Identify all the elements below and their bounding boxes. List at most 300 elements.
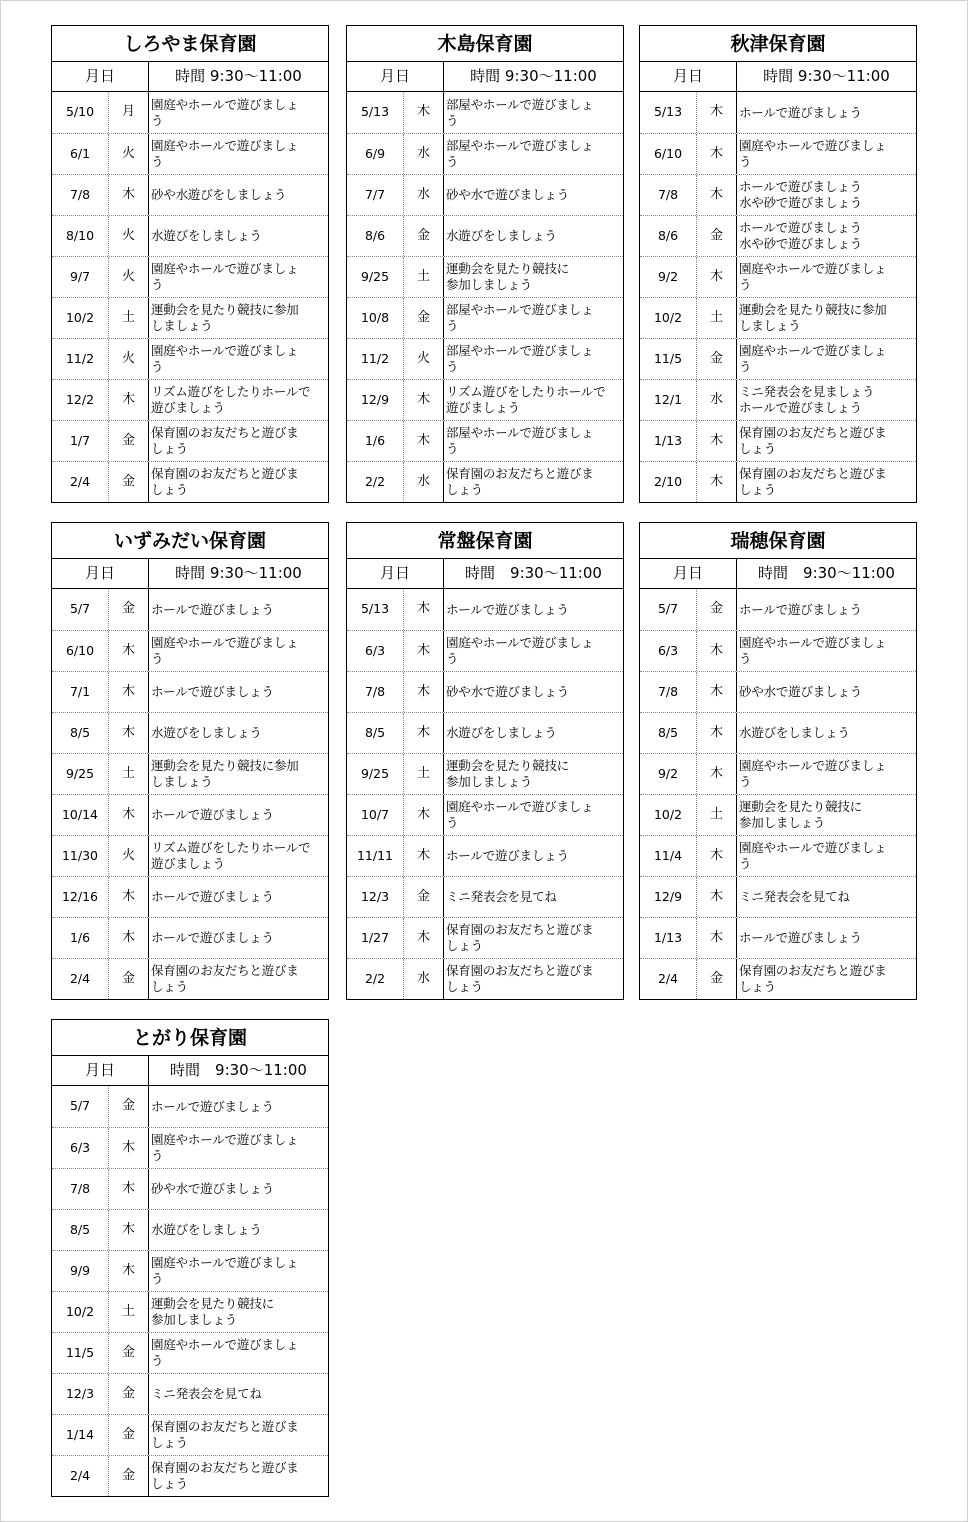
weekday-cell: 土 — [697, 298, 737, 338]
weekday-cell: 金 — [697, 589, 737, 630]
nursery-title: とがり保育園 — [52, 1020, 328, 1056]
table-row — [640, 256, 916, 297]
table-row — [52, 794, 328, 835]
date-cell: 8/5 — [52, 713, 109, 753]
activity-cell: 園庭やホールで遊びましょ う — [739, 758, 887, 789]
activity-cell: 水遊びをしましょう — [151, 228, 262, 243]
activity-cell: 運動会を見たり競技に 参加しましょう — [446, 261, 570, 292]
date-cell: 2/2 — [347, 462, 404, 502]
table-row — [52, 1332, 328, 1373]
table-row — [347, 297, 623, 338]
weekday-cell: 木 — [109, 918, 149, 958]
activity-cell: ホールで遊びましょう — [739, 104, 862, 120]
weekday-cell: 土 — [109, 754, 149, 794]
table-row — [52, 1209, 328, 1250]
weekday-cell: 金 — [109, 1456, 149, 1496]
table-row — [347, 92, 623, 133]
weekday-cell: 木 — [404, 795, 444, 835]
date-cell: 6/3 — [640, 631, 697, 671]
date-cell: 8/5 — [640, 713, 697, 753]
nursery-title: 常盤保育園 — [347, 523, 623, 559]
activity-cell: 保育園のお友だちと遊びま しょう — [739, 963, 887, 994]
activity-cell: 保育園のお友だちと遊びま しょう — [151, 1419, 299, 1450]
table-row — [347, 338, 623, 379]
activity-cell: 運動会を見たり競技に 参加しましょう — [151, 1296, 275, 1327]
activity-cell: ホールで遊びましょう — [739, 930, 862, 945]
header-date: 月日 — [640, 62, 737, 91]
activity-cell: ホールで遊びましょう — [151, 601, 274, 617]
header-time: 時間 9:30～11:00 — [470, 67, 597, 85]
activity-cell: 部屋やホールで遊びましょ う — [446, 425, 594, 456]
weekday-cell: 木 — [404, 421, 444, 461]
table-header — [52, 559, 328, 589]
table-row — [640, 917, 916, 958]
weekday-cell: 金 — [404, 298, 444, 338]
date-cell: 12/3 — [52, 1374, 109, 1414]
table-body — [347, 589, 623, 999]
table-row — [347, 835, 623, 876]
weekday-cell: 火 — [109, 836, 149, 876]
activity-cell: 園庭やホールで遊びましょ う — [151, 261, 299, 292]
weekday-cell: 木 — [404, 672, 444, 712]
weekday-cell: 金 — [697, 339, 737, 379]
weekday-cell: 木 — [404, 836, 444, 876]
weekday-cell: 木 — [697, 631, 737, 671]
table-row — [640, 92, 916, 133]
table-body — [640, 589, 916, 999]
table-row — [640, 958, 916, 999]
table-row — [640, 671, 916, 712]
table-row — [347, 215, 623, 256]
table-row — [52, 835, 328, 876]
date-cell: 6/10 — [52, 631, 109, 671]
date-cell: 6/9 — [347, 134, 404, 174]
date-cell: 11/2 — [52, 339, 109, 379]
weekday-cell: 木 — [404, 92, 444, 133]
weekday-cell: 木 — [109, 713, 149, 753]
weekday-cell: 木 — [109, 380, 149, 420]
activity-cell: 砂や水遊びをしましょう — [151, 187, 287, 202]
table-row — [640, 794, 916, 835]
weekday-cell: 土 — [697, 795, 737, 835]
weekday-cell: 木 — [109, 1251, 149, 1291]
weekday-cell: 木 — [109, 631, 149, 671]
weekday-cell: 木 — [697, 134, 737, 174]
weekday-cell: 金 — [109, 1086, 149, 1127]
weekday-cell: 土 — [109, 1292, 149, 1332]
date-cell: 11/11 — [347, 836, 404, 876]
activity-cell: 運動会を見たり競技に参加 しましょう — [151, 302, 299, 333]
weekday-cell: 火 — [109, 134, 149, 174]
date-cell: 9/7 — [52, 257, 109, 297]
nursery-table-kijima — [346, 25, 624, 503]
date-cell: 1/13 — [640, 421, 697, 461]
weekday-cell: 水 — [697, 380, 737, 420]
date-cell: 1/6 — [52, 918, 109, 958]
weekday-cell: 木 — [404, 380, 444, 420]
date-cell: 9/25 — [347, 754, 404, 794]
weekday-cell: 金 — [697, 959, 737, 999]
table-row — [347, 589, 623, 630]
table-row — [52, 589, 328, 630]
header-time: 時間 9:30～11:00 — [175, 564, 302, 582]
table-row — [52, 1127, 328, 1168]
nursery-title: しろやま保育園 — [52, 26, 328, 62]
table-row — [52, 1086, 328, 1127]
table-row — [52, 174, 328, 215]
date-cell: 5/13 — [347, 92, 404, 133]
table-header — [52, 1056, 328, 1086]
weekday-cell: 金 — [109, 421, 149, 461]
date-cell: 9/25 — [347, 257, 404, 297]
table-row — [52, 1373, 328, 1414]
weekday-cell: 木 — [697, 836, 737, 876]
table-row — [52, 1250, 328, 1291]
table-row — [640, 589, 916, 630]
date-cell: 12/9 — [347, 380, 404, 420]
header-date: 月日 — [52, 62, 149, 91]
nursery-title: 秋津保育園 — [640, 26, 916, 62]
activity-cell: ミニ発表会を見ましょう ホールで遊びましょう — [739, 384, 875, 415]
activity-cell: 砂や水で遊びましょう — [446, 187, 570, 202]
activity-cell: リズム遊びをしたりホールで 遊びましょう — [446, 384, 606, 415]
date-cell: 6/3 — [52, 1128, 109, 1168]
date-cell: 10/2 — [52, 298, 109, 338]
weekday-cell: 木 — [697, 877, 737, 917]
activity-cell: ホールで遊びましょう 水や砂で遊びましょう — [739, 220, 863, 251]
activity-cell: 部屋やホールで遊びましょ う — [446, 138, 594, 169]
date-cell: 9/2 — [640, 257, 697, 297]
table-row — [640, 712, 916, 753]
date-cell: 7/8 — [52, 175, 109, 215]
table-body — [52, 92, 328, 502]
activity-cell: 水遊びをしましょう — [446, 725, 557, 740]
activity-cell: ホールで遊びましょう — [151, 684, 274, 699]
date-cell: 6/3 — [347, 631, 404, 671]
table-row — [640, 379, 916, 420]
weekday-cell: 木 — [109, 1169, 149, 1209]
weekday-cell: 金 — [404, 216, 444, 256]
table-row — [52, 630, 328, 671]
date-cell: 8/6 — [347, 216, 404, 256]
date-cell: 5/13 — [640, 92, 697, 133]
weekday-cell: 金 — [109, 1374, 149, 1414]
header-date: 月日 — [52, 1056, 149, 1085]
weekday-cell: 金 — [109, 959, 149, 999]
nursery-table-izumidai — [51, 522, 329, 1000]
date-cell: 9/9 — [52, 1251, 109, 1291]
activity-cell: リズム遊びをしたりホールで 遊びましょう — [151, 384, 311, 415]
table-row — [347, 712, 623, 753]
weekday-cell: 木 — [697, 713, 737, 753]
activity-cell: 園庭やホールで遊びましょ う — [151, 1337, 299, 1368]
header-date: 月日 — [52, 559, 149, 588]
table-row — [52, 876, 328, 917]
table-row — [347, 133, 623, 174]
date-cell: 2/4 — [52, 959, 109, 999]
activity-cell: 保育園のお友だちと遊びま しょう — [446, 466, 594, 497]
table-header — [640, 62, 916, 92]
activity-cell: 園庭やホールで遊びましょ う — [151, 96, 299, 128]
activity-cell: 運動会を見たり競技に参加 しましょう — [739, 302, 887, 333]
header-date: 月日 — [347, 62, 444, 91]
table-row — [52, 92, 328, 133]
activity-cell: 水遊びをしましょう — [446, 228, 557, 243]
table-body — [347, 92, 623, 502]
nursery-table-tokiwa — [346, 522, 624, 1000]
table-header — [52, 62, 328, 92]
date-cell: 11/2 — [347, 339, 404, 379]
weekday-cell: 木 — [697, 672, 737, 712]
activity-cell: 運動会を見たり競技に 参加しましょう — [446, 758, 570, 789]
activity-cell: リズム遊びをしたりホールで 遊びましょう — [151, 840, 311, 871]
weekday-cell: 木 — [697, 918, 737, 958]
activity-cell: 保育園のお友だちと遊びま しょう — [446, 963, 594, 994]
activity-cell: 園庭やホールで遊びましょ う — [151, 1132, 299, 1163]
weekday-cell: 火 — [109, 216, 149, 256]
activity-cell: 砂や水で遊びましょう — [151, 1181, 275, 1196]
weekday-cell: 木 — [109, 672, 149, 712]
activity-cell: ホールで遊びましょう 水や砂で遊びましょう — [739, 179, 863, 210]
activity-cell: 園庭やホールで遊びましょ う — [151, 138, 299, 169]
activity-cell: 保育園のお友だちと遊びま しょう — [151, 425, 299, 456]
table-row — [640, 835, 916, 876]
header-date: 月日 — [347, 559, 444, 588]
date-cell: 5/7 — [52, 589, 109, 630]
date-cell: 11/30 — [52, 836, 109, 876]
date-cell: 2/2 — [347, 959, 404, 999]
date-cell: 2/4 — [52, 1456, 109, 1496]
activity-cell: 園庭やホールで遊びましょ う — [151, 635, 299, 666]
table-row — [52, 753, 328, 794]
date-cell: 1/27 — [347, 918, 404, 958]
date-cell: 7/8 — [640, 672, 697, 712]
table-row — [640, 630, 916, 671]
table-body — [52, 589, 328, 999]
table-row — [640, 133, 916, 174]
activity-cell: 保育園のお友だちと遊びま しょう — [151, 1460, 299, 1491]
weekday-cell: 木 — [404, 918, 444, 958]
date-cell: 11/5 — [52, 1333, 109, 1373]
table-row — [347, 461, 623, 502]
date-cell: 9/2 — [640, 754, 697, 794]
weekday-cell: 木 — [404, 631, 444, 671]
activity-cell: 部屋やホールで遊びましょ う — [446, 96, 594, 128]
table-row — [52, 917, 328, 958]
date-cell: 11/4 — [640, 836, 697, 876]
weekday-cell: 木 — [697, 462, 737, 502]
table-row — [640, 174, 916, 215]
date-cell: 12/9 — [640, 877, 697, 917]
date-cell: 12/3 — [347, 877, 404, 917]
activity-cell: 園庭やホールで遊びましょ う — [151, 1255, 299, 1286]
date-cell: 2/4 — [52, 462, 109, 502]
activity-cell: ミニ発表会を見てね — [446, 889, 557, 904]
activity-cell: ホールで遊びましょう — [151, 807, 274, 822]
date-cell: 10/14 — [52, 795, 109, 835]
date-cell: 8/10 — [52, 216, 109, 256]
weekday-cell: 土 — [404, 257, 444, 297]
weekday-cell: 月 — [109, 92, 149, 133]
weekday-cell: 金 — [109, 1333, 149, 1373]
date-cell: 8/5 — [347, 713, 404, 753]
activity-cell: 園庭やホールで遊びましょ う — [739, 138, 887, 169]
date-cell: 5/7 — [52, 1086, 109, 1127]
table-row — [640, 876, 916, 917]
weekday-cell: 金 — [109, 462, 149, 502]
activity-cell: 園庭やホールで遊びましょ う — [739, 840, 887, 871]
nursery-title: 瑞穂保育園 — [640, 523, 916, 559]
table-row — [347, 256, 623, 297]
weekday-cell: 火 — [109, 339, 149, 379]
activity-cell: 水遊びをしましょう — [151, 725, 262, 740]
activity-cell: 保育園のお友だちと遊びま しょう — [739, 425, 887, 456]
table-body — [640, 92, 916, 502]
weekday-cell: 火 — [109, 257, 149, 297]
activity-cell: 園庭やホールで遊びましょ う — [739, 343, 887, 374]
activity-cell: ホールで遊びましょう — [151, 1098, 274, 1114]
activity-cell: 砂や水で遊びましょう — [446, 684, 570, 699]
activity-cell: 保育園のお友だちと遊びま しょう — [446, 922, 594, 953]
date-cell: 7/7 — [347, 175, 404, 215]
weekday-cell: 木 — [109, 795, 149, 835]
table-row — [640, 338, 916, 379]
date-cell: 5/13 — [347, 589, 404, 630]
date-cell: 10/2 — [640, 795, 697, 835]
nursery-table-togari — [51, 1019, 329, 1497]
table-row — [347, 753, 623, 794]
date-cell: 6/10 — [640, 134, 697, 174]
date-cell: 10/8 — [347, 298, 404, 338]
weekday-cell: 金 — [404, 877, 444, 917]
activity-cell: 運動会を見たり競技に参加 しましょう — [151, 758, 299, 789]
weekday-cell: 木 — [697, 754, 737, 794]
weekday-cell: 水 — [404, 134, 444, 174]
header-time: 時間 9:30～11:00 — [175, 67, 302, 85]
table-row — [347, 630, 623, 671]
table-row — [52, 461, 328, 502]
activity-cell: 園庭やホールで遊びましょ う — [446, 635, 594, 666]
date-cell: 10/2 — [52, 1292, 109, 1332]
table-header — [347, 62, 623, 92]
weekday-cell: 木 — [109, 1128, 149, 1168]
table-row — [347, 917, 623, 958]
activity-cell: 水遊びをしましょう — [739, 725, 850, 740]
table-row — [52, 671, 328, 712]
weekday-cell: 木 — [109, 877, 149, 917]
header-time: 時間 9:30～11:00 — [763, 67, 890, 85]
table-row — [52, 379, 328, 420]
table-row — [52, 1168, 328, 1209]
weekday-cell: 木 — [697, 92, 737, 133]
date-cell: 12/16 — [52, 877, 109, 917]
table-row — [52, 1291, 328, 1332]
table-row — [347, 876, 623, 917]
activity-cell: ホールで遊びましょう — [446, 848, 569, 863]
table-row — [52, 958, 328, 999]
table-row — [640, 753, 916, 794]
nursery-table-akitsu — [639, 25, 917, 503]
table-header — [347, 559, 623, 589]
date-cell: 1/14 — [52, 1415, 109, 1455]
weekday-cell: 木 — [697, 421, 737, 461]
table-row — [52, 297, 328, 338]
date-cell: 1/7 — [52, 421, 109, 461]
activity-cell: 保育園のお友だちと遊びま しょう — [151, 466, 299, 497]
nursery-table-mizuho — [639, 522, 917, 1000]
table-row — [52, 133, 328, 174]
activity-cell: ミニ発表会を見てね — [151, 1386, 262, 1401]
activity-cell: ホールで遊びましょう — [446, 601, 569, 617]
table-row — [52, 1455, 328, 1496]
header-time: 時間 9:30～11:00 — [465, 564, 602, 582]
activity-cell: 保育園のお友だちと遊びま しょう — [739, 466, 887, 497]
table-row — [347, 420, 623, 461]
activity-cell: 砂や水で遊びましょう — [739, 684, 863, 699]
date-cell: 1/13 — [640, 918, 697, 958]
weekday-cell: 木 — [697, 257, 737, 297]
date-cell: 7/8 — [347, 672, 404, 712]
table-row — [347, 794, 623, 835]
date-cell: 8/5 — [52, 1210, 109, 1250]
header-time: 時間 9:30～11:00 — [758, 564, 895, 582]
date-cell: 11/5 — [640, 339, 697, 379]
weekday-cell: 土 — [404, 754, 444, 794]
nursery-title: いずみだい保育園 — [52, 523, 328, 559]
table-row — [640, 297, 916, 338]
table-row — [640, 461, 916, 502]
date-cell: 12/1 — [640, 380, 697, 420]
date-cell: 5/7 — [640, 589, 697, 630]
date-cell: 6/1 — [52, 134, 109, 174]
activity-cell: 保育園のお友だちと遊びま しょう — [151, 963, 299, 994]
activity-cell: ミニ発表会を見てね — [739, 889, 850, 904]
date-cell: 2/4 — [640, 959, 697, 999]
weekday-cell: 木 — [404, 713, 444, 753]
nursery-table-shiroyama — [51, 25, 329, 503]
weekday-cell: 水 — [404, 175, 444, 215]
activity-cell: 園庭やホールで遊びましょ う — [739, 635, 887, 666]
date-cell: 7/8 — [640, 175, 697, 215]
table-row — [347, 379, 623, 420]
activity-cell: ホールで遊びましょう — [739, 601, 862, 617]
table-body — [52, 1086, 328, 1496]
weekday-cell: 木 — [404, 589, 444, 630]
activity-cell: 運動会を見たり競技に 参加しましょう — [739, 799, 863, 830]
date-cell: 5/10 — [52, 92, 109, 133]
weekday-cell: 金 — [109, 589, 149, 630]
date-cell: 2/10 — [640, 462, 697, 502]
weekday-cell: 水 — [404, 462, 444, 502]
activity-cell: ホールで遊びましょう — [151, 889, 274, 904]
date-cell: 8/6 — [640, 216, 697, 256]
activity-cell: ホールで遊びましょう — [151, 930, 274, 945]
header-time: 時間 9:30～11:00 — [170, 1061, 307, 1079]
table-row — [640, 420, 916, 461]
table-row — [52, 256, 328, 297]
weekday-cell: 金 — [109, 1415, 149, 1455]
date-cell: 7/8 — [52, 1169, 109, 1209]
weekday-cell: 火 — [404, 339, 444, 379]
table-row — [52, 712, 328, 753]
table-header — [640, 559, 916, 589]
date-cell: 9/25 — [52, 754, 109, 794]
activity-cell: 水遊びをしましょう — [151, 1222, 262, 1237]
table-row — [347, 958, 623, 999]
table-row — [347, 671, 623, 712]
table-row — [52, 338, 328, 379]
weekday-cell: 土 — [109, 298, 149, 338]
